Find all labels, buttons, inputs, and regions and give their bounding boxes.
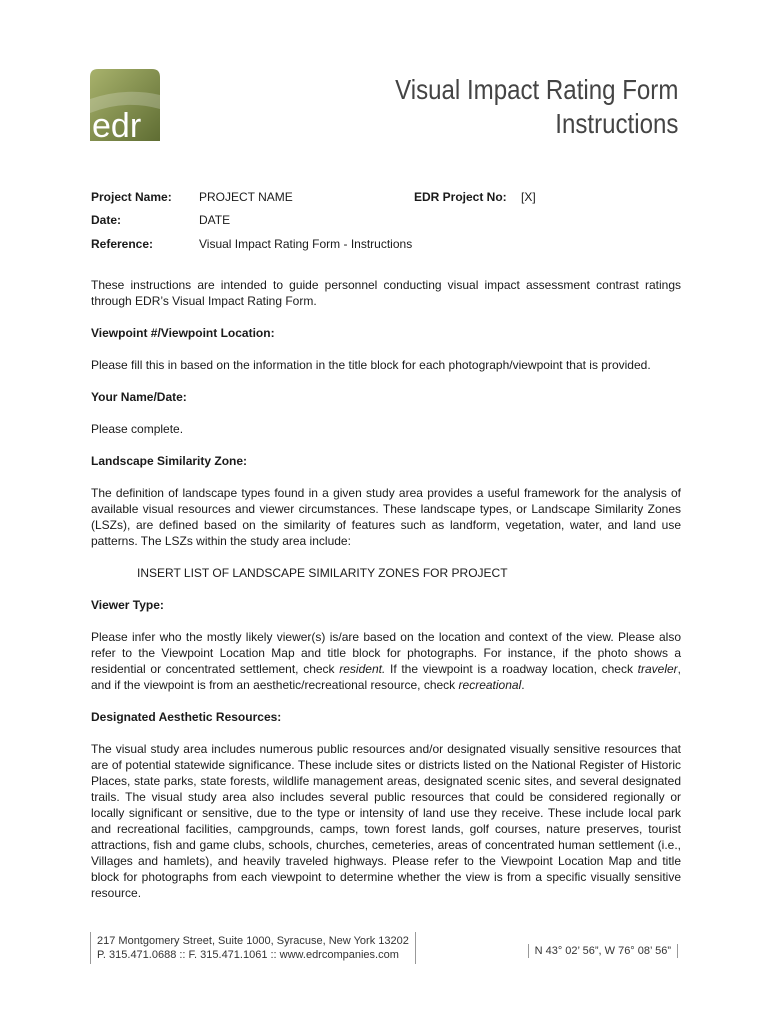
term-resident: resident. <box>339 662 386 676</box>
paragraph-designated-aesthetic-resources: The visual study area includes numerous public resources and/or designated visually sensitive resources that are of potential statewide significance. These include sites or districts listed on the National Register of Historic Places, state parks, state forests, wildlife management areas, designated scenic sites, and several designated trails. The visual study area also includes several public resources that could be considered regionally or locally significant or sensitive, due to the type or intensity of land use they receive. These include local park and recreational facilities, campgrounds, camps, town forest lands, golf courses, nature preserves, tourist attractions, fish and game clubs, schools, churches, cemeteries, areas of concentrated human settlement (i.e., Villages and hamlets), and heavily traveled highways. Please refer to the Viewpoint Location Map and title block for photographs from each viewpoint to determine whether the view is from a specific visually sensitive resource. <box>91 742 681 900</box>
paragraph-name-date: Please complete. <box>91 422 184 436</box>
heading-landscape-similarity-zone: Landscape Similarity Zone: <box>91 454 248 468</box>
title-line-2: Instructions <box>554 108 678 139</box>
edr-project-no-value: [X] <box>521 190 536 204</box>
footer-coordinates: N 43° 02’ 56”, W 76° 08’ 56” <box>528 944 678 958</box>
paragraph-viewer-type: Please infer who the mostly likely viewer(s) is/are based on the location and context of the view. Please also refer to the Viewpoint Location Map and title block for photographs. For instance, if the photo shows a residential or concentrated settlement, check resident. If the viewpoint is a roadway location, check traveler, and if the viewpoint is from an aesthetic/recreational resource, check recreational. <box>91 630 682 692</box>
heading-name-date: Your Name/Date: <box>91 390 187 404</box>
heading-viewpoint: Viewpoint #/Viewpoint Location: <box>91 326 275 340</box>
reference-value: Visual Impact Rating Form - Instructions <box>199 237 413 251</box>
heading-viewer-type: Viewer Type: <box>91 598 164 612</box>
footer-contact: P. 315.471.0688 :: F. 315.471.1061 :: www.edrcompanies.com <box>97 949 399 961</box>
date-label: Date: <box>91 213 122 227</box>
term-traveler: traveler <box>637 662 678 676</box>
reference-label: Reference: <box>91 237 154 251</box>
logo-text: edr <box>92 107 142 141</box>
footer-address: 217 Montgomery Street, Suite 1000, Syracuse, New York 13202 <box>97 935 409 947</box>
term-recreational: recreational <box>458 678 522 692</box>
page-title <box>395 73 678 141</box>
lsz-list-placeholder: INSERT LIST OF LANDSCAPE SIMILARITY ZONES FOR PROJECT <box>137 566 508 580</box>
edr-project-no-label: EDR Project No: <box>414 190 507 204</box>
footer-address-block <box>90 932 416 964</box>
title-line-1: Visual Impact Rating Form <box>394 74 678 105</box>
edr-logo <box>90 69 160 141</box>
project-name-value: PROJECT NAME <box>199 190 293 204</box>
date-value: DATE <box>199 213 231 227</box>
heading-designated-aesthetic-resources: Designated Aesthetic Resources: <box>91 710 282 724</box>
project-name-label: Project Name: <box>91 190 172 204</box>
intro-paragraph: These instructions are intended to guide personnel conducting visual impact assessment contrast ratings through EDR’s Visual Impact Rating Form. <box>91 278 681 308</box>
paragraph-landscape-similarity-zone: The definition of landscape types found in a given study area provides a useful framework for the analysis of available visual resources and viewer circumstances. These landscape types, or Landscape Similarity Zones (LSZs), are defined based on the similarity of features such as landform, vegetation, water, and land use patterns. The LSZs within the study area include: <box>91 486 681 548</box>
paragraph-viewpoint: Please fill this in based on the information in the title block for each photograph/viewpoint that is provided. <box>91 358 651 372</box>
instructions-body <box>91 277 681 901</box>
